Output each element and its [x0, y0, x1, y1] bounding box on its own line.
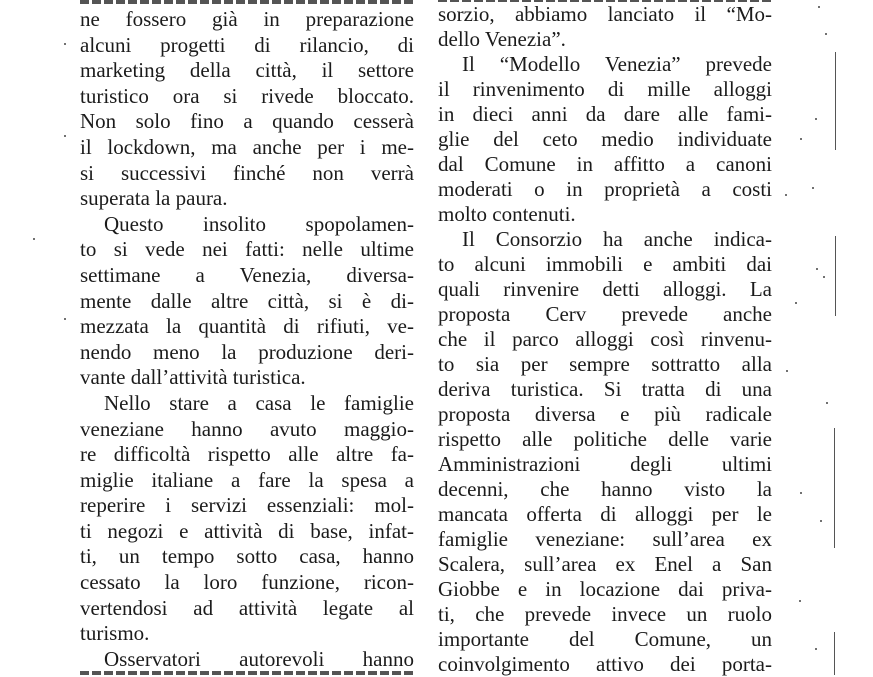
text-line: proposta diversa e più radicale: [438, 402, 772, 426]
scan-speck: [64, 43, 66, 45]
paragraph: [80, 647, 414, 673]
scan-speck: [812, 187, 814, 189]
text-line: Il “Modello Venezia” prevede: [462, 52, 772, 76]
text-line: glie del ceto medio individuate: [438, 127, 772, 151]
text-line: importante del Comune, un: [438, 627, 772, 651]
scan-speck: [799, 600, 801, 602]
scan-speck: [826, 402, 828, 404]
scan-speck: [818, 6, 820, 8]
text-line: deriva turistica. Si tratta di una: [438, 377, 772, 401]
scan-speck: [815, 648, 817, 650]
text-line: mancata offerta di alloggi per le: [438, 502, 772, 526]
text-line: miglie italiane a fare la spesa a: [80, 467, 414, 492]
text-line: marketing della città, il settore: [80, 58, 414, 83]
text-line: Nello stare a casa le famiglie: [104, 390, 414, 415]
text-line: che il parco alloggi così rinvenu-: [438, 327, 772, 351]
text-line: alcuni progetti di rilancio, di: [80, 32, 414, 57]
text-line: to si vede nei fatti: nelle ultime: [80, 237, 414, 262]
text-line: quali rinvenire detti alloggi. La: [438, 277, 772, 301]
scan-rule: [834, 428, 835, 548]
text-line: si successivi finché non verrà: [80, 160, 414, 185]
scan-speck: [33, 238, 35, 240]
text-line: re difficoltà rispetto alle altre fa-: [80, 442, 414, 467]
text-line: sorzio, abbiamo lanciato il “Mo-: [438, 2, 772, 26]
cut-off-line-top-left: [80, 0, 414, 4]
text-line: coinvolgimento attivo dei porta-: [438, 652, 772, 676]
paragraph: [438, 227, 772, 677]
scan-speck: [800, 138, 802, 140]
text-line: proposta Cerv prevede anche: [438, 302, 772, 326]
text-line: turismo.: [80, 621, 150, 646]
paragraph: [438, 52, 772, 227]
text-line: Giobbe e in locazione dai priva-: [438, 577, 772, 601]
text-line: il rinvenimento di mille alloggi: [438, 77, 772, 101]
text-line: Osservatori autorevoli hanno: [104, 646, 414, 671]
text-line: rispetto alle politiche delle varie: [438, 427, 772, 451]
text-line: molto contenuti.: [438, 202, 576, 226]
text-line: mente dalle altre città, si è di-: [80, 288, 414, 313]
paragraph: [80, 212, 414, 391]
paragraph: [80, 7, 414, 212]
scan-speck: [795, 302, 797, 304]
text-line: decenni, che hanno visto la: [438, 477, 772, 501]
scan-speck: [64, 318, 66, 320]
scan-speck: [825, 33, 827, 35]
text-line: superata la paura.: [80, 186, 228, 211]
scan-speck: [800, 492, 802, 494]
text-line: vertendosi ad attività legate al: [80, 595, 414, 620]
text-line: reperire i servizi essenziali: mol-: [80, 493, 414, 518]
article-column-right: [438, 2, 772, 677]
text-line: vante dall’attività turistica.: [80, 365, 306, 390]
scan-speck: [815, 118, 817, 120]
text-line: dello Venezia”.: [438, 27, 566, 51]
scan-speck: [820, 520, 822, 522]
text-line: to sia per sempre sottratto alla: [438, 352, 772, 376]
text-line: veneziane hanno avuto maggio-: [80, 416, 414, 441]
text-line: Questo insolito spopolamen-: [104, 211, 414, 236]
text-line: cessato la loro funzione, ricon-: [80, 570, 414, 595]
text-line: dal Comune in affitto a canoni: [438, 152, 772, 176]
text-line: ti, un tempo sotto casa, hanno: [80, 544, 414, 569]
scan-rule: [835, 52, 836, 150]
text-line: settimane a Venezia, diversa-: [80, 262, 414, 287]
text-line: il lockdown, ma anche per i me-: [80, 134, 414, 159]
text-line: to alcuni immobili e ambiti dai: [438, 252, 772, 276]
paragraph: [438, 2, 772, 52]
scan-rule: [835, 236, 836, 316]
text-line: turistico ora si rivede bloccato.: [80, 83, 414, 108]
text-line: Amministrazioni degli ultimi: [438, 452, 772, 476]
text-line: Non solo fino a quando cesserà: [80, 109, 414, 134]
text-line: mezzata la quantità di rifiuti, ve-: [80, 314, 414, 339]
text-line: Scalera, sull’area ex Enel a San: [438, 552, 772, 576]
text-line: in dieci anni da dare alle fami-: [438, 102, 772, 126]
scan-speck: [64, 135, 66, 137]
scan-speck: [785, 194, 787, 196]
scan-speck: [823, 276, 825, 278]
text-line: ti negozi e attività di base, infat-: [80, 518, 414, 543]
scan-speck: [786, 370, 788, 372]
text-line: Il Consorzio ha anche indica-: [462, 227, 772, 251]
text-line: famiglie veneziane: sull’area ex: [438, 527, 772, 551]
text-line: nendo meno la produzione deri-: [80, 339, 414, 364]
text-line: ti, che prevede invece un ruolo: [438, 602, 772, 626]
scan-speck: [816, 268, 818, 270]
article-column-left: [80, 7, 414, 672]
scan-rule: [834, 632, 835, 675]
paragraph: [80, 391, 414, 647]
text-line: ne fossero già in preparazione: [80, 7, 414, 31]
text-line: moderati o in proprietà a costi: [438, 177, 772, 201]
